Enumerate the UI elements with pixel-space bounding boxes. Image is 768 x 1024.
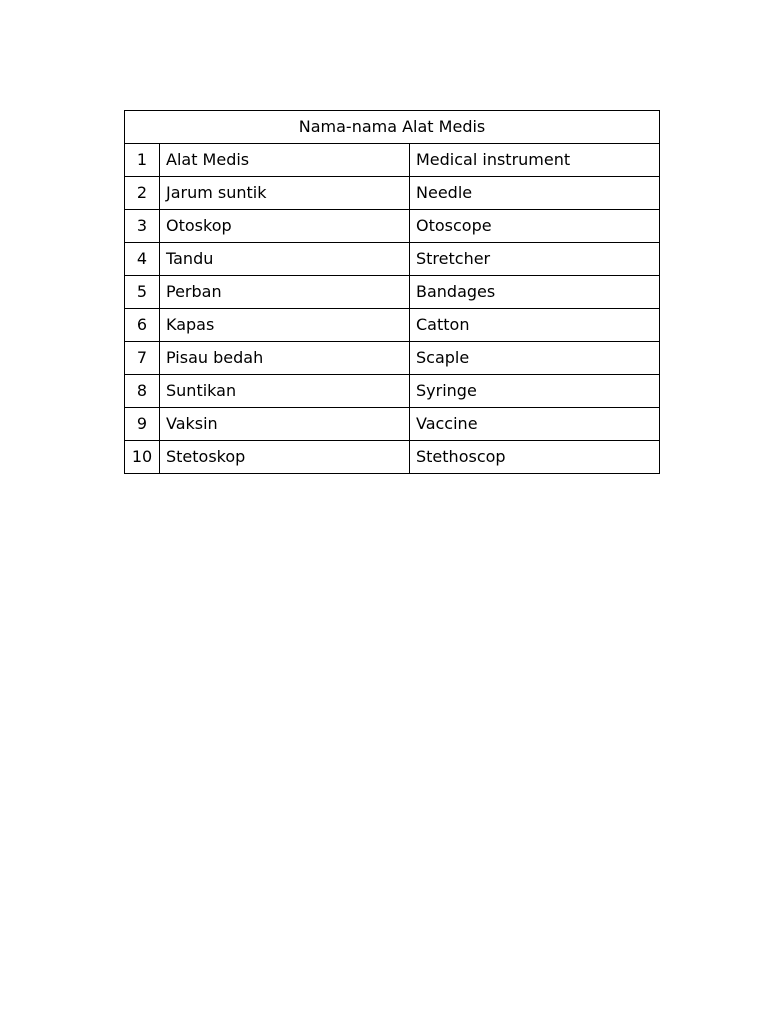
row-number: 1 bbox=[125, 144, 160, 177]
row-number: 10 bbox=[125, 441, 160, 474]
table-row bbox=[125, 243, 660, 276]
table-title-row bbox=[125, 111, 660, 144]
indonesian-name: Kapas bbox=[160, 309, 410, 342]
table-title: Nama-nama Alat Medis bbox=[125, 111, 660, 144]
table-row bbox=[125, 177, 660, 210]
indonesian-name: Jarum suntik bbox=[160, 177, 410, 210]
indonesian-name: Tandu bbox=[160, 243, 410, 276]
table-row bbox=[125, 276, 660, 309]
english-name: Bandages bbox=[410, 276, 660, 309]
indonesian-name: Perban bbox=[160, 276, 410, 309]
english-name: Stethoscop bbox=[410, 441, 660, 474]
row-number: 2 bbox=[125, 177, 160, 210]
table-row bbox=[125, 309, 660, 342]
indonesian-name: Stetoskop bbox=[160, 441, 410, 474]
english-name: Otoscope bbox=[410, 210, 660, 243]
table-row bbox=[125, 441, 660, 474]
english-name: Stretcher bbox=[410, 243, 660, 276]
row-number: 6 bbox=[125, 309, 160, 342]
row-number: 4 bbox=[125, 243, 160, 276]
english-name: Needle bbox=[410, 177, 660, 210]
indonesian-name: Vaksin bbox=[160, 408, 410, 441]
english-name: Catton bbox=[410, 309, 660, 342]
row-number: 5 bbox=[125, 276, 160, 309]
medical-tools-table bbox=[124, 110, 660, 474]
row-number: 9 bbox=[125, 408, 160, 441]
english-name: Vaccine bbox=[410, 408, 660, 441]
english-name: Scaple bbox=[410, 342, 660, 375]
indonesian-name: Alat Medis bbox=[160, 144, 410, 177]
table-row bbox=[125, 408, 660, 441]
indonesian-name: Pisau bedah bbox=[160, 342, 410, 375]
table-row bbox=[125, 210, 660, 243]
row-number: 8 bbox=[125, 375, 160, 408]
indonesian-name: Suntikan bbox=[160, 375, 410, 408]
row-number: 7 bbox=[125, 342, 160, 375]
table-row bbox=[125, 342, 660, 375]
indonesian-name: Otoskop bbox=[160, 210, 410, 243]
row-number: 3 bbox=[125, 210, 160, 243]
english-name: Syringe bbox=[410, 375, 660, 408]
english-name: Medical instrument bbox=[410, 144, 660, 177]
table-row bbox=[125, 375, 660, 408]
table-row bbox=[125, 144, 660, 177]
